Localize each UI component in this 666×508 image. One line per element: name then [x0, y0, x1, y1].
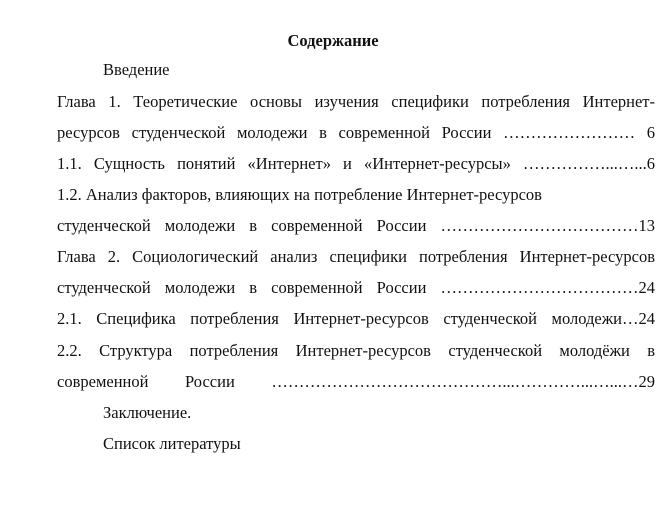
toc-section-1-2-line-1: 1.2. Анализ факторов, влияющих на потребление Интернет-ресурсов: [57, 185, 542, 204]
toc-references: Список литературы: [103, 434, 241, 453]
toc-section-2-1: 2.1. Специфика потребления Интернет-ресурсов студенческой молодежи…24: [57, 309, 655, 328]
toc-chapter-2-line-2: студенческой молодежи в современной России ………………………………24: [57, 278, 655, 297]
toc-introduction: Введение: [103, 60, 170, 79]
toc-section-2-2-line-1: 2.2. Структура потребления Интернет-ресурсов студенческой молодёжи в: [57, 341, 655, 360]
toc-section-1-2-line-2: студенческой молодежи в современной России ………………………………13: [57, 216, 655, 235]
toc-chapter-1-line-1: Глава 1. Теоретические основы изучения специфики потребления Интернет-: [57, 92, 655, 111]
toc-section-2-2-line-2: современной России ……………………………………...…………...…...…29: [57, 372, 655, 391]
toc-title: Содержание: [287, 31, 379, 50]
toc-section-1-1: 1.1. Сущность понятий «Интернет» и «Интернет-ресурсы» ……………...…...6: [57, 154, 655, 173]
toc-conclusion: Заключение.: [103, 403, 192, 422]
toc-chapter-2-line-1: Глава 2. Социологический анализ специфики потребления Интернет-ресурсов: [57, 247, 655, 266]
toc-chapter-1-line-2: ресурсов студенческой молодежи в современной России …………………… 6: [57, 123, 655, 142]
